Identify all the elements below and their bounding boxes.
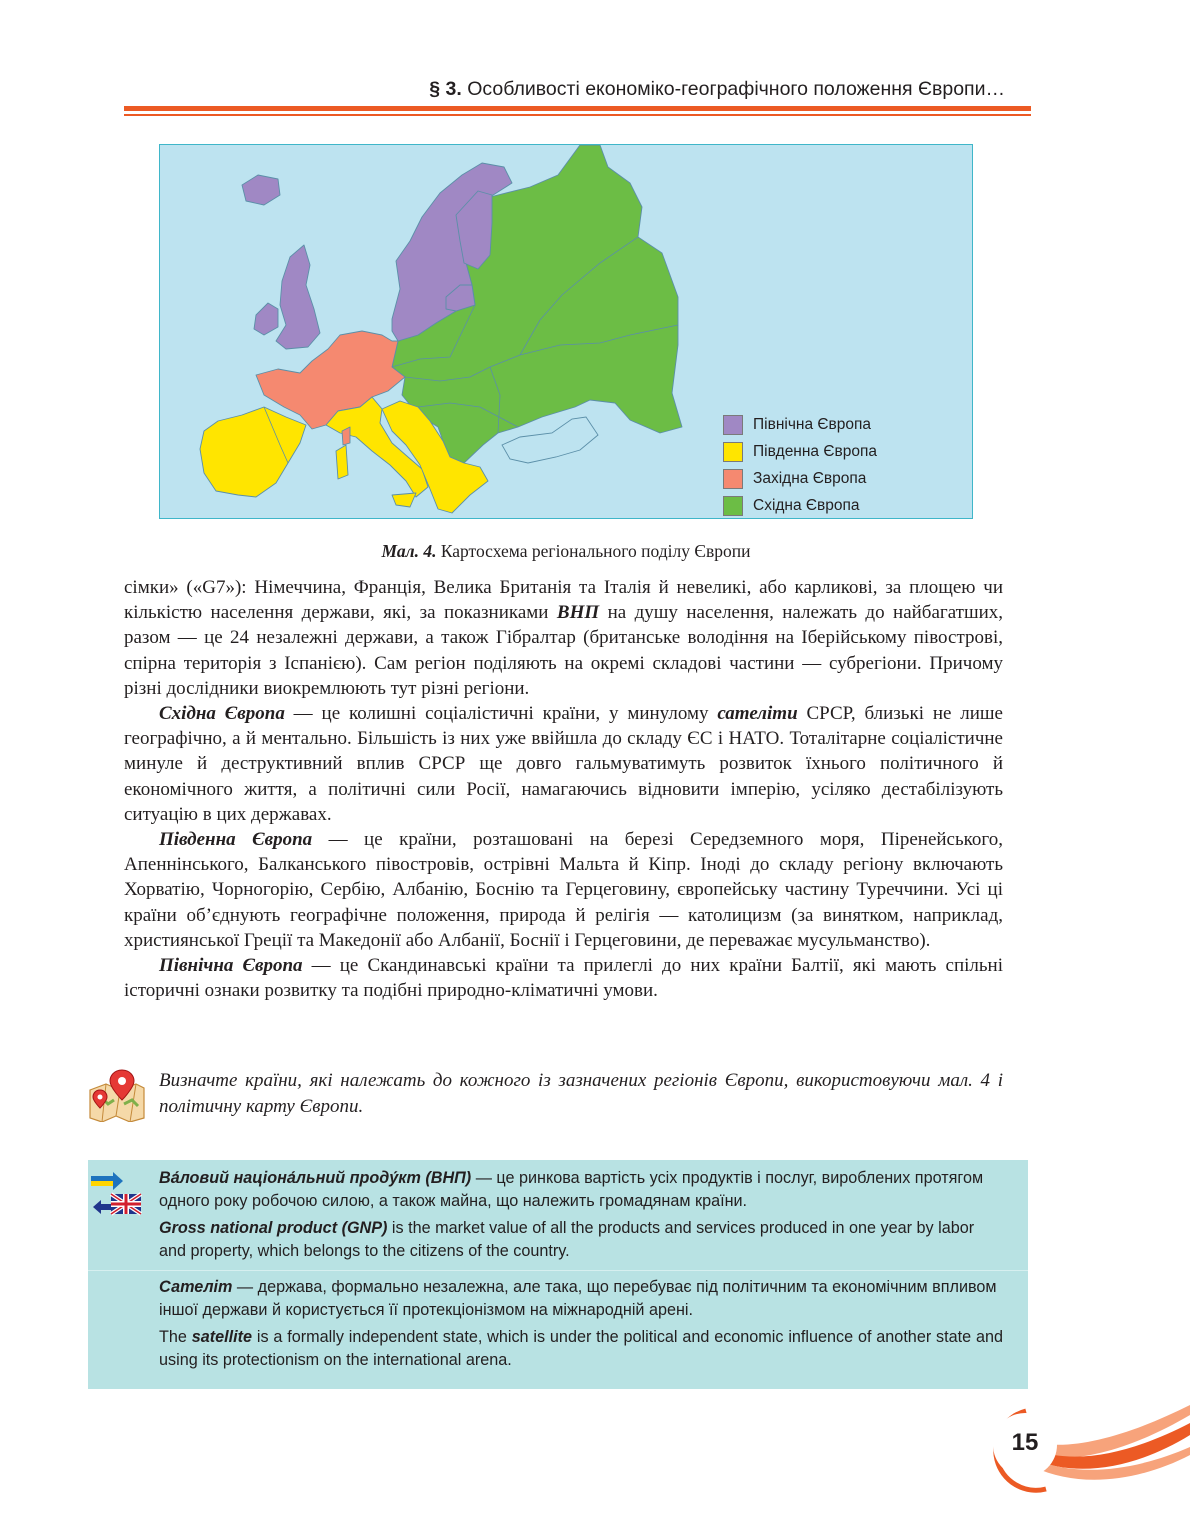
term-satellites: сателіти	[717, 703, 798, 725]
term-east-europe: Східна Європа	[159, 703, 285, 725]
region-north-britain	[276, 245, 320, 349]
task-text: Визначте країни, які належать до кожного із зазначених регіонів Європи, використовуючи мал. 4 і політичну карту Європи.	[159, 1070, 1003, 1117]
europe-region-map	[159, 144, 973, 519]
region-south-sardinia	[336, 445, 348, 479]
gloss-term: Сателіт	[159, 1278, 233, 1296]
legend-label: Східна Європа	[753, 496, 860, 514]
term-gnp: ВНП	[556, 602, 600, 624]
paragraph-south	[124, 827, 1003, 953]
legend-label: Західна Європа	[753, 469, 867, 487]
paragraph-north	[124, 953, 1003, 1003]
paragraph-intro	[124, 575, 1003, 701]
paragraph-text: — це країни, розташовані на березі Середземного моря, Піренейського, Апеннінського, Балканського півостровів, острівні Мальта й Кіпр. Іноді до складу регіону включають Хорватію, Чорногорію, Сербію, Албанію, Боснію та Герцеговину, європейську частину Туреччини. Усі ці країни об’єднують географічне положення, природа й релігія — католицизм (за винятком, наприклад, християнської Греції та Македонії або Албанії, Боснії і Герцеговини, де переважає мусульманство).	[124, 829, 1003, 951]
term-south-europe: Південна Європа	[159, 829, 313, 851]
figure-caption	[159, 541, 973, 562]
region-north-ireland	[254, 303, 278, 335]
header-rule-thin	[124, 114, 1031, 116]
legend-item	[723, 492, 877, 519]
legend-swatch-east	[723, 496, 743, 516]
page-number: 15	[1011, 1429, 1039, 1456]
map-pin-icon	[86, 1068, 150, 1122]
caption-label: Мал. 4.	[381, 541, 437, 561]
gloss-term: Ва́ловий націона́льний проду́кт (ВНП)	[159, 1169, 472, 1187]
gloss-term: Gross national product (GNP)	[159, 1219, 388, 1237]
paragraph-text: на душу населення, належать до найбагатших, разом — це 24 незалежні держави, а також Гібралтар (британське володіння на Іберійському півострові, спірна територія з Іспанією). Сам регіон поділяють на окремі складові частини — субрегіони. Причому різні дослідники виокремлюють тут різні регіони.	[124, 602, 1003, 699]
caption-text: Картосхема регіонального поділу Європи	[440, 541, 751, 561]
section-title: Особливості економіко-географічного положення Європи…	[467, 78, 1005, 100]
gloss-text: is the market value of all the products and services produced in one year by labor and property, which belongs to the citizens of the country.	[159, 1219, 975, 1260]
region-north-iceland	[242, 175, 280, 205]
gloss-gnp-en	[159, 1217, 1003, 1262]
region-south-sicily	[392, 493, 416, 507]
legend-label: Північна Європа	[753, 415, 872, 433]
gloss-text: — це ринкова вартість усіх продуктів і послуг, вироблених протягом одного року робочою силою, а також майна, що належить громадянам країни.	[159, 1169, 984, 1210]
header-rule	[124, 106, 1031, 111]
region-south-iberia	[200, 407, 306, 497]
running-head	[124, 78, 1005, 101]
gloss-satellite-en	[159, 1326, 1003, 1371]
ua-uk-flags-icon	[91, 1170, 143, 1220]
paragraph-text: СРСР, близькі не лише географічно, а й ментально. Більшість із них уже ввійшла до складу ЄС і НАТО. Тоталітарне соціалістичне минуле й деструктивний вплив СРСР ще довго гальмуватимуть розвиток їхнього політичного й економічного життя, а політичні сили Росії, намагаючись відновити імперію, усіляко дестабілізують ситуацію в цих державах.	[124, 703, 1003, 825]
gloss-gnp-ua	[159, 1167, 1003, 1212]
paragraph-text: сімки» («G7»): Німеччина, Франція, Велика Британія та Італія й невеликі, або карликові, за площею чи кількістю населення держави, які, за показниками	[124, 577, 1003, 624]
map-legend	[723, 411, 877, 519]
paragraph-text: — це колишні соціалістичні країни, у минулому	[284, 703, 718, 725]
legend-swatch-west	[723, 469, 743, 489]
gloss-text: — держава, формально незалежна, але така, що перебуває під політичним та економічним впливом іншої держави й користується її протекціонізмом на міжнародній арені.	[159, 1278, 997, 1319]
legend-swatch-north	[723, 415, 743, 435]
body-text	[124, 575, 1003, 1003]
paragraph-text: — це Скандинавські країни та прилеглі до них країни Балтії, які мають спільні історичні ознаки розвитку та подібні природно-кліматичні умови.	[124, 955, 1003, 1002]
gloss-text: is a formally independent state, which is under the political and economic influence of another state and using its protectionism on the international arena.	[159, 1328, 1003, 1369]
section-mark: § 3.	[429, 78, 462, 100]
term-north-europe: Північна Європа	[159, 955, 303, 977]
paragraph-east	[124, 701, 1003, 827]
page-badge-swoosh	[960, 1395, 1190, 1505]
legend-label: Південна Європа	[753, 442, 877, 460]
glossary-divider	[88, 1270, 1028, 1271]
legend-swatch-south	[723, 442, 743, 462]
gloss-text: The	[159, 1328, 192, 1346]
legend-item	[723, 411, 877, 438]
legend-item	[723, 438, 877, 465]
gloss-term: satellite	[191, 1328, 253, 1346]
gloss-satellite-ua	[159, 1276, 1003, 1321]
legend-item	[723, 465, 877, 492]
